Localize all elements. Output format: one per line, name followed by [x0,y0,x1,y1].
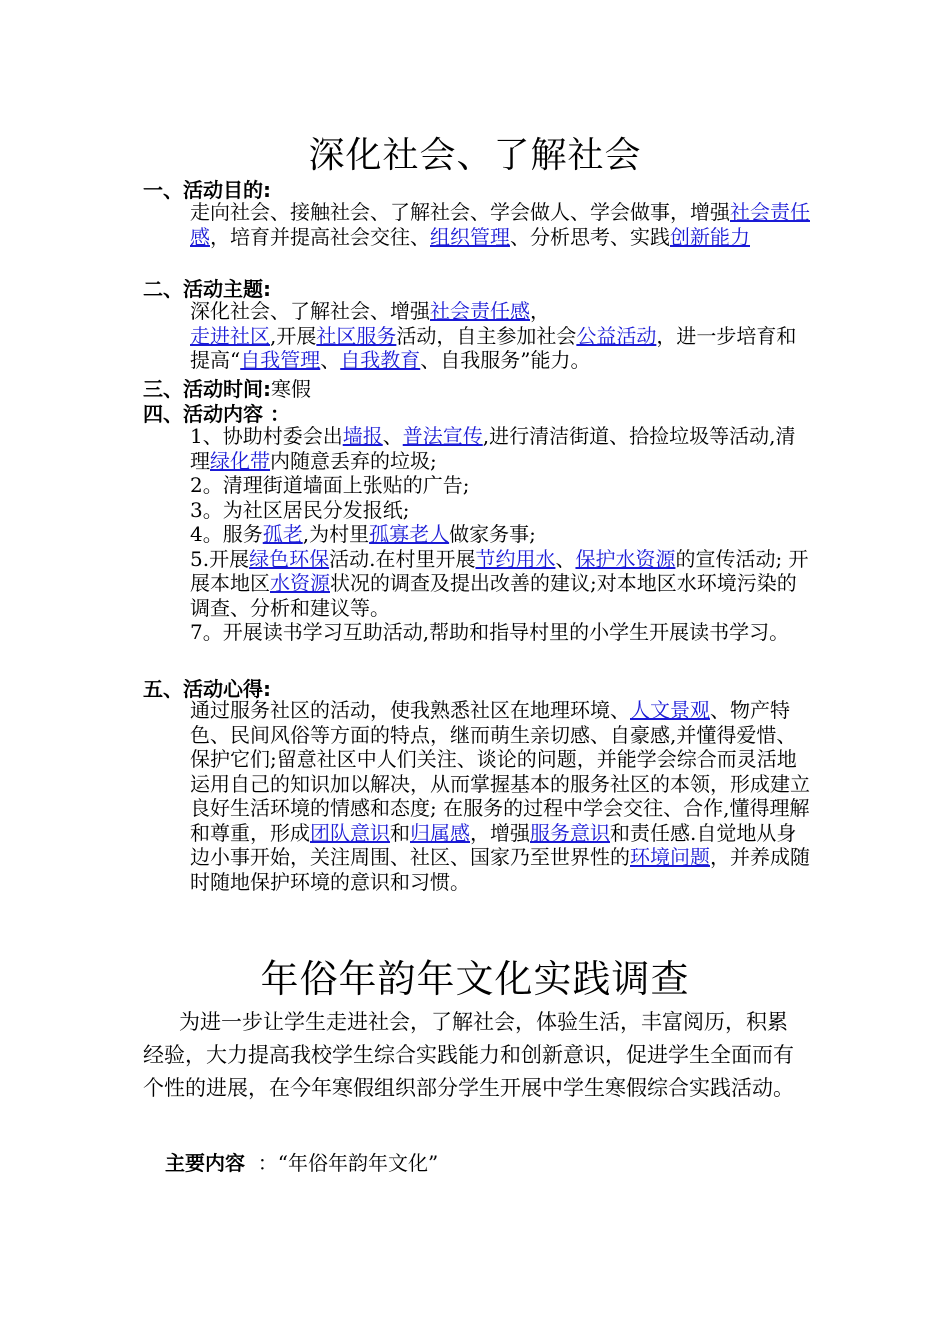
link-team-awareness[interactable]: 团队意识 [310,820,390,845]
link-wall-newspaper[interactable]: 墙报 [342,424,383,448]
section-heading-purpose [143,174,271,203]
link-social-responsibility-2[interactable]: 社会责任感 [430,299,530,323]
text: ，进一步培育和提高“ [190,323,797,372]
link-social-responsibility[interactable]: 社会责任感 [190,200,810,249]
text: 、物产特色、民间风俗等方面的特点，继而萌生亲切感、自豪感,并懂得爱惜、保护它们;留意社区中人们关注、谈论的问题，并能学会综合而灵活地运用自己的知识加以解决，从而掌握基本的服务社区的本领，形成建立良好生活环境的情感和态度; 在服务的过程中学会交往、合作,懂得理解和尊重，形成 [190,698,810,845]
text: 5.开展 [190,546,250,571]
section-label: 活动时间: [183,377,271,401]
link-water-resources[interactable]: 水资源 [270,571,330,595]
section-heading-theme [143,273,271,302]
link-public-welfare[interactable]: 公益活动 [576,323,657,348]
text: ，培育并提高社会交往、 [210,224,430,249]
link-service-awareness[interactable]: 服务意识 [530,820,610,845]
list-item [190,522,810,547]
separator: ： [245,1151,278,1175]
main-content-value: “年俗年韵年文化” [277,1151,439,1175]
link-save-water[interactable]: 节约用水 [475,546,556,571]
section-number: 四、 [143,402,183,426]
text: 走向社会、接触社会、了解社会、学会做人、学会做事，增强 [190,200,730,224]
section-number: 三、 [143,377,183,401]
text: 和责任感.自觉地从身边小事开始，关注周围、社区、国家乃至世界性的 [190,820,797,869]
main-content-line [165,1147,438,1176]
text: 、 [320,348,341,372]
text: 做家务事; [449,522,536,546]
text: 、自我服务”能力。 [420,348,591,372]
link-self-education[interactable]: 自我教育 [340,348,421,372]
text: 、 [555,546,576,571]
text: ，并养成随时随地保护环境的意识和习惯。 [190,845,810,894]
section-number: 二、 [143,277,183,301]
link-protect-water[interactable]: 保护水资源 [575,546,676,571]
purpose-paragraph [190,200,810,249]
text: 的宣传活动; 开展本地区 [190,546,809,595]
text: 活动，自主参加社会 [396,323,577,348]
link-green-belt[interactable]: 绿化带 [210,448,270,473]
link-organization-management[interactable]: 组织管理 [430,224,510,249]
text: 通过服务社区的活动，使我熟悉社区在地理环境、 [190,698,630,722]
section-label: 活动内容 ： [183,402,290,426]
section-number: 一、 [143,178,183,202]
section-value: 寒假 [271,377,311,401]
text: ，增强 [470,820,530,845]
list-item: 7。开展读书学习互助活动,帮助和指导村里的小学生开展读书学习。 [190,620,790,644]
text: 1、协助村委会出 [190,424,343,448]
text: 4。服务 [190,522,263,546]
link-belonging[interactable]: 归属感 [410,820,470,845]
list-item: 3。为社区居民分发报纸; [190,497,410,522]
list-item [190,547,810,621]
section-number: 五、 [143,677,183,701]
link-widowed-elderly[interactable]: 孤寡老人 [369,522,450,546]
text: 状况的调查及提出改善的建议;对本地区水环境污染的调查、分析和建议等。 [190,571,797,620]
section-label: 活动目的: [183,178,271,202]
text: ,为村里 [302,522,370,546]
text: 内随意丢弃的垃圾; [270,448,437,473]
link-legal-publicity[interactable]: 普法宣传 [402,424,483,448]
main-content-label: 主要内容 [165,1151,245,1175]
link-enter-community[interactable]: 走进社区 [190,323,270,348]
link-cultural-landscape[interactable]: 人文景观 [630,698,710,722]
link-innovation-ability[interactable]: 创新能力 [670,224,750,249]
theme-paragraph [190,299,810,373]
link-green-environment[interactable]: 绿色环保 [249,546,330,571]
link-lonely-elderly[interactable]: 孤老 [262,522,303,546]
text: ,进行清洁街道、拾捡垃圾等活动,清理 [190,424,796,473]
list-item: 2。清理街道墙面上张贴的广告; [190,473,470,497]
text: ,开展 [270,323,317,348]
section-label: 活动心得: [183,677,271,701]
text: 活动.在村里开展 [329,546,476,571]
text: 、 [382,424,403,448]
link-self-management[interactable]: 自我管理 [240,348,321,372]
content-list [190,424,810,645]
section-heading-content [143,398,290,427]
intro-paragraph: 为进一步让学生走进社会，了解社会，体验生活，丰富阅历，积累经验，大力提高我校学生综合实践能力和创新意识，促进学生全面而有个性的进展，在今年寒假组织部分学生开展中学生寒假综合实践活动。 [143,1010,794,1100]
text: 、分析思考、实践 [510,224,670,249]
text: 和 [390,820,410,845]
second-title: 年俗年韵年文化实践调查 [260,957,690,1001]
text: 深化社会、了解社会、增强 [190,299,430,323]
experience-paragraph [190,698,810,894]
link-community-service[interactable]: 社区服务 [316,323,397,348]
list-item [190,424,810,473]
text: ， [530,299,550,323]
link-environment-issues[interactable]: 环境问题 [630,845,710,869]
section-label: 活动主题: [183,277,271,301]
document-title: 深化社会、了解社会 [308,135,642,176]
